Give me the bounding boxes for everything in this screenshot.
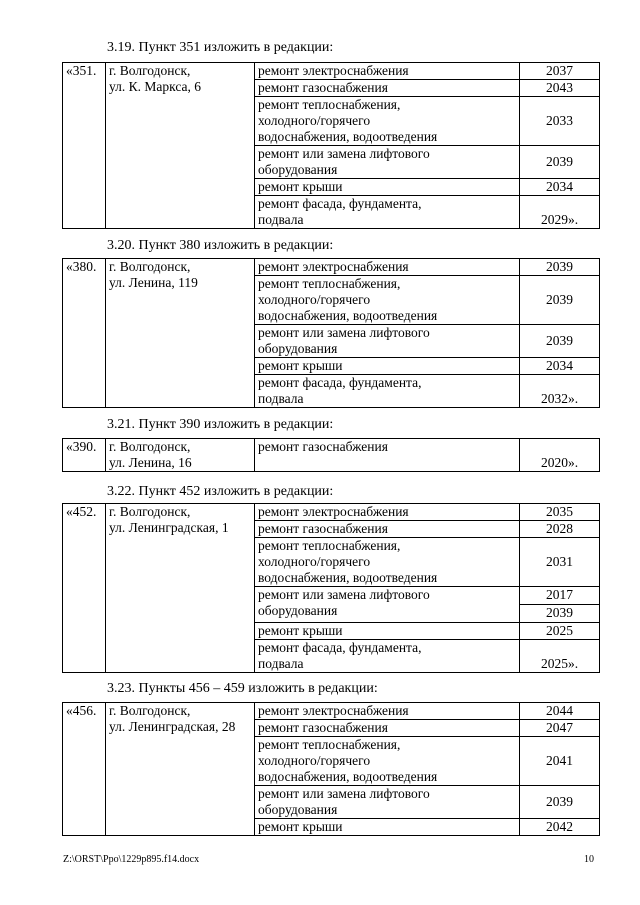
text-line: подвала [258,656,304,671]
text-line: ремонт электроснабжения [258,259,409,274]
text-line: холодного/горячего [258,292,371,307]
repair-year: 2020». [520,439,600,472]
text-line: подвала [258,391,304,406]
section-heading: 3.21. Пункт 390 изложить в редакции: [107,417,334,432]
repair-type [255,146,520,179]
text-line: ремонт теплоснабжения, [258,737,401,752]
text-line: оборудования [258,162,338,177]
repair-year: 2039 [520,259,600,276]
text-line: ул. Ленина, 119 [109,275,198,290]
repair-type [255,179,520,196]
repair-year: 2028 [520,521,600,538]
repair-year: 2033 [520,97,600,146]
text-line: ремонт фасада, фундамента, [258,640,422,655]
text-line: ул. К. Маркса, 6 [109,79,202,94]
text-line: г. Волгодонск, [109,63,191,78]
repair-type [255,325,520,358]
text-line: ремонт газоснабжения [258,720,388,735]
text-line: ул. Ленинградская, 1 [109,520,229,535]
repair-schedule-table [62,503,600,673]
text-line: ремонт электроснабжения [258,63,409,78]
text-line: ремонт или замена лифтового [258,786,430,801]
text-line: ремонт или замена лифтового [258,146,430,161]
repair-schedule-table [62,702,600,836]
repair-year: 2044 [520,703,600,720]
building-address [106,439,255,472]
text-line: г. Волгодонск, [109,259,191,274]
repair-year: 2039 [520,146,600,179]
repair-year: 2035 [520,504,600,521]
table-row [63,703,600,720]
repair-type [255,640,520,673]
text-line: водоснабжения, водоотведения [258,570,438,585]
repair-type [255,276,520,325]
text-line: оборудования [258,603,338,618]
text-line: г. Волгодонск, [109,703,191,718]
text-line: г. Волгодонск, [109,439,191,454]
text-line: ремонт электроснабжения [258,504,409,519]
text-line: оборудования [258,802,338,817]
table-row [63,504,600,521]
text-line: ремонт или замена лифтового [258,325,430,340]
table-row [63,63,600,80]
repair-year: 2029». [520,196,600,229]
building-address [106,259,255,408]
text-line: ремонт крыши [258,623,343,638]
text-line: водоснабжения, водоотведения [258,129,438,144]
repair-year: 2032». [520,375,600,408]
repair-type [255,358,520,375]
section-heading: 3.23. Пункты 456 – 459 изложить в редакции: [107,681,378,696]
repair-year: 2039 [546,605,573,620]
text-line: подвала [258,212,304,227]
text-line: ремонт крыши [258,819,343,834]
repair-type [255,703,520,720]
text-line: оборудования [258,341,338,356]
repair-type [255,720,520,737]
repair-type [255,786,520,819]
repair-type [255,375,520,408]
repair-type [255,623,520,640]
repair-type [255,259,520,276]
repair-schedule-table [62,438,600,472]
repair-type [255,439,520,472]
repair-year: 2039 [520,325,600,358]
text-line: водоснабжения, водоотведения [258,769,438,784]
text-line: ремонт фасада, фундамента, [258,196,422,211]
repair-type [255,819,520,836]
text-line: ремонт теплоснабжения, [258,97,401,112]
repair-year: 2031 [520,538,600,587]
repair-type [255,538,520,587]
repair-type [255,97,520,146]
table-row [63,259,600,276]
text-line: ремонт теплоснабжения, [258,538,401,553]
building-address [106,703,255,836]
item-number: «380. [63,259,106,408]
building-address [106,63,255,229]
table-row [63,439,600,472]
repair-year: 2041 [520,737,600,786]
text-line: ремонт теплоснабжения, [258,276,401,291]
repair-year: 2047 [520,720,600,737]
text-line: ремонт газоснабжения [258,521,388,536]
item-number: «390. [63,439,106,472]
repair-type [255,521,520,538]
repair-years [520,587,600,623]
text-line: холодного/горячего [258,753,371,768]
section-heading: 3.20. Пункт 380 изложить в редакции: [107,238,334,253]
repair-year: 2039 [520,786,600,819]
text-line: водоснабжения, водоотведения [258,308,438,323]
repair-year: 2025». [520,640,600,673]
text-line: ремонт газоснабжения [258,439,388,454]
item-number: «351. [63,63,106,229]
text-line: ремонт газоснабжения [258,80,388,95]
repair-schedule-table [62,258,600,408]
repair-type [255,587,520,623]
repair-type [255,80,520,97]
building-address [106,504,255,673]
text-line: холодного/горячего [258,554,371,569]
item-number: «456. [63,703,106,836]
text-line: ул. Ленина, 16 [109,455,192,470]
repair-year: 2042 [520,819,600,836]
section-heading: 3.19. Пункт 351 изложить в редакции: [107,40,334,55]
repair-type [255,63,520,80]
text-line: ремонт или замена лифтового [258,587,430,602]
repair-schedule-table [62,62,600,229]
text-line: ремонт крыши [258,179,343,194]
text-line: ремонт крыши [258,358,343,373]
repair-year: 2039 [520,276,600,325]
repair-year: 2025 [520,623,600,640]
repair-year: 2034 [520,179,600,196]
text-line: ул. Ленинградская, 28 [109,719,236,734]
text-line: холодного/горячего [258,113,371,128]
repair-type [255,196,520,229]
repair-type [255,504,520,521]
repair-type [255,737,520,786]
repair-year: 2037 [520,63,600,80]
repair-year: 2034 [520,358,600,375]
footer-file-path: Z:\ORST\Ppo\1229p895.f14.docx [63,854,200,865]
text-line: г. Волгодонск, [109,504,191,519]
repair-year: 2043 [520,80,600,97]
section-heading: 3.22. Пункт 452 изложить в редакции: [107,484,334,499]
footer-page-number: 10 [584,854,594,865]
text-line: ремонт электроснабжения [258,703,409,718]
item-number: «452. [63,504,106,673]
text-line: ремонт фасада, фундамента, [258,375,422,390]
repair-year: 2017 [520,587,599,605]
